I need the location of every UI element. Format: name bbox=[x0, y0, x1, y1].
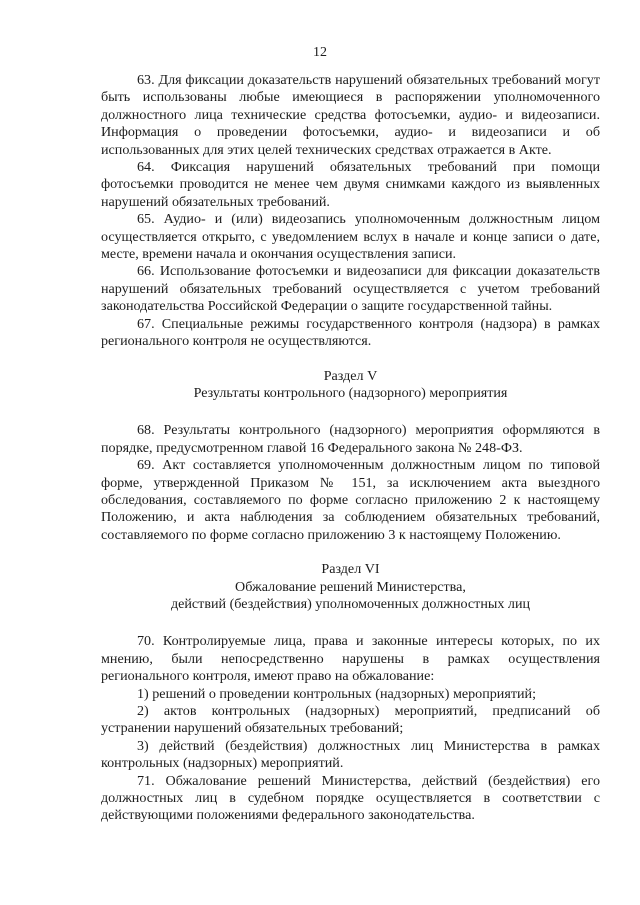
paragraph-71: 71. Обжалование решений Министерства, действий (бездействия) его должностных лиц в судебном порядке осуществляется в соответствии с действующими положениями федерального законодательства. bbox=[101, 772, 600, 824]
paragraph-69: 69. Акт составляется уполномоченным должностным лицом по типовой форме, утвержденной Приказом № 151, за исключением акта выездного обследования, составляемого по форме согласно приложению 2 к настоящему Положению, и акта наблюдения за соблюдением обязательных требований, составляемого по форме согласно приложению 3 к настоящему Положению. bbox=[101, 457, 600, 543]
paragraph-64: 64. Фиксация нарушений обязательных требований при помощи фотосъемки проводится не менее чем двумя снимками каждого из выявленных нарушений обязательных требований. bbox=[101, 159, 600, 210]
document-body bbox=[101, 72, 600, 825]
paragraph-63: 63. Для фиксации доказательств нарушений обязательных требований могут быть использованы любые имеющиеся в распоряжении уполномоченного должностного лица технические средства фотосъемки, аудио- и видеозаписи. Информация о проведении фотосъемки, аудио- и видеозаписи и об использованных для этих целей технических средствах отражается в Акте. bbox=[101, 72, 600, 158]
paragraph-66: 66. Использование фотосъемки и видеозаписи для фиксации доказательств нарушений обязательных требований осуществляется с учетом требований законодательства Российской Федерации о защите государственной тайны. bbox=[101, 263, 600, 315]
paragraph-70-item-3: 3) действий (бездействия) должностных лиц Министерства в рамках контрольных (надзорных) мероприятий. bbox=[101, 737, 600, 772]
section-5-number: Раздел V bbox=[323, 367, 378, 384]
paragraph-68: 68. Результаты контрольного (надзорного) мероприятия оформляются в порядке, предусмотренном главой 16 Федерального закона № 248-ФЗ. bbox=[101, 422, 600, 456]
paragraph-65: 65. Аудио- и (или) видеозапись уполномоченным должностным лицом осуществляется открыто, с уведомлением вслух в начале и конце записи о дате, месте, времени начала и окончания осуществления записи. bbox=[101, 211, 600, 263]
paragraph-67: 67. Специальные режимы государственного контроля (надзора) в рамках регионального контроля не осуществляются. bbox=[101, 315, 600, 350]
section-6-title-line-2: действий (бездействия) уполномоченных должностных лиц bbox=[170, 595, 531, 612]
paragraph-70-item-2: 2) актов контрольных (надзорных) мероприятий, предписаний об устранении нарушений обязательных требований; bbox=[101, 703, 600, 737]
paragraph-70: 70. Контролируемые лица, права и законные интересы которых, по их мнению, были непосредственно нарушены в рамках осуществления регионального контроля, имеют право на обжалование: bbox=[101, 633, 600, 685]
section-6-number: Раздел VI bbox=[321, 561, 380, 578]
paragraph-70-item-1: 1) решений о проведении контрольных (надзорных) мероприятий; bbox=[137, 685, 536, 702]
section-5-title: Результаты контрольного (надзорного) мероприятия bbox=[193, 384, 508, 401]
section-6-title-line-1: Обжалование решений Министерства, bbox=[235, 578, 466, 595]
page-number: 12 bbox=[313, 45, 327, 60]
